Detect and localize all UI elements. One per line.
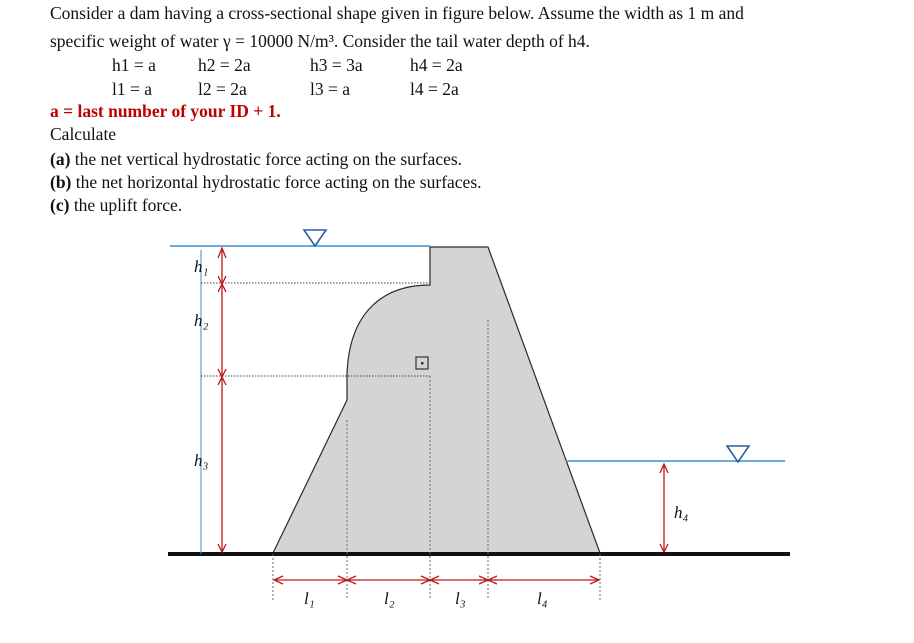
- label-l3: l₃: [455, 589, 466, 608]
- label-h4: h₄: [674, 503, 689, 522]
- square-marker-dot: [421, 362, 424, 365]
- param-l3: l3 = a: [310, 79, 350, 99]
- dam-body: [273, 247, 600, 553]
- label-h1: h₁: [194, 257, 209, 276]
- calculate-label: Calculate: [50, 124, 117, 144]
- label-l4: l₄: [537, 589, 548, 608]
- label-h2: h₂: [194, 311, 209, 330]
- upstream-free-surface-icon: [304, 230, 326, 246]
- part-c-text: the uplift force.: [69, 195, 183, 215]
- param-h1: h1 = a: [112, 55, 156, 75]
- a-definition: a = last number of your ID + 1.: [50, 101, 281, 121]
- part-c-label: (c): [50, 195, 70, 215]
- part-a-label: (a): [50, 149, 71, 169]
- intro-line-2: specific weight of water γ = 10000 N/m³. Consider the tail water depth of h4.: [50, 31, 590, 51]
- param-l4: l4 = 2a: [410, 79, 459, 99]
- param-h3: h3 = 3a: [310, 55, 363, 75]
- param-h4: h4 = 2a: [410, 55, 463, 75]
- part-b-label: (b): [50, 172, 72, 192]
- label-l1: l₁: [304, 589, 315, 608]
- downstream-free-surface-icon: [727, 446, 749, 462]
- part-b-text: the net horizontal hydrostatic force acting on the surfaces.: [71, 172, 482, 192]
- part-a-text: the net vertical hydrostatic force acting on the surfaces.: [70, 149, 463, 169]
- label-h3: h₃: [194, 451, 209, 470]
- label-l2: l₂: [384, 589, 395, 608]
- param-h2: h2 = 2a: [198, 55, 251, 75]
- param-l2: l2 = 2a: [198, 79, 247, 99]
- param-l1: l1 = a: [112, 79, 152, 99]
- intro-line-1: Consider a dam having a cross-sectional shape given in figure below. Assume the width as 1 m and: [50, 3, 744, 23]
